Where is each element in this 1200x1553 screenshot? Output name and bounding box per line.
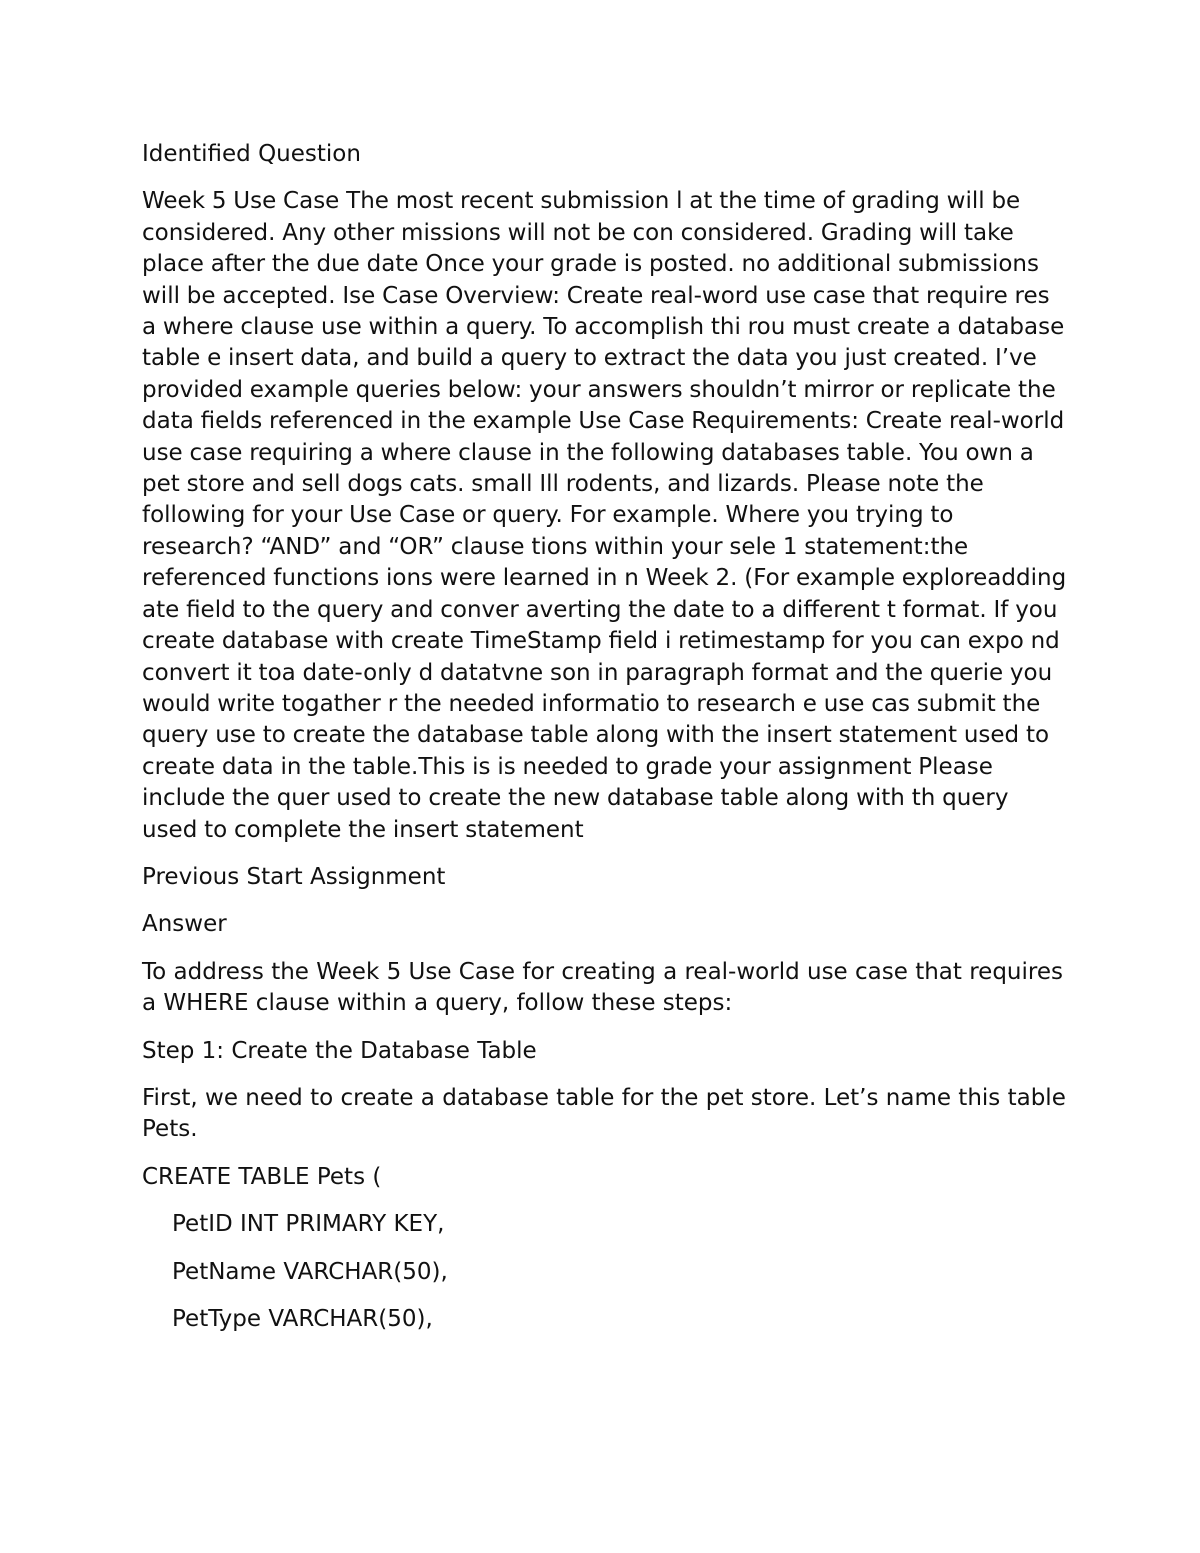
sql-column-petname: PetName VARCHAR(50), [172, 1258, 448, 1285]
sql-column-petid: PetID INT PRIMARY KEY, [172, 1211, 445, 1238]
sql-column-pettype: PetType VARCHAR(50), [172, 1306, 433, 1332]
sql-create-table-line: CREATE TABLE Pets ( [142, 1163, 382, 1190]
step-1-paragraph: First, we need to create a database table for the pet store. Let’s name this table Pets. [142, 1084, 1066, 1143]
question-paragraph: Week 5 Use Case The most recent submission l at the time of grading will be considered. Any other missions will not be con considered. Grading will take place after the due date Once your grade is posted. no additional submissions will be accepted. Ise Case Overview: Create real-word use case that require res a where clause use within a query. To accomplish thi rou must create a database table e insert data, and build a query to extract the data you just created. I’ve provided example queries below: your answers shouldn’t mirror or replicate the data fields referenced in the example Use Case Requirements: Create real-world use case requiring a where clause in the following databases table. You own a pet store and sell dogs cats. small Ill rodents, and lizards. Please note the following for your Use Case or query. For example. Where you trying to research? “AND” and “OR” clause tions within your sele 1 statement:the referenced functions ions were learned in n Week 2. (For example exploreadding ate field to the query and conver averting the date to a different t format. If you create database with create TimeStamp field i retimestamp for you can expo nd convert it toa date-only d datatvne son in paragraph format and the querie you would write togather r the needed informatio to research e use cas submit the query use to create the database table along with the insert statement used to create data in the table.This is is needed to grade your assignment Please include the quer used to create the new database table along with th query used to complete the insert statement [142, 188, 1067, 843]
section-heading: Identified Question [142, 141, 361, 167]
previous-assignment-label: Previous Start Assignment [142, 863, 446, 890]
document-body [142, 139, 1067, 1351]
step-1-title: Step 1: Create the Database Table [142, 1037, 537, 1064]
answer-heading: Answer [142, 911, 227, 938]
answer-intro-paragraph: To address the Week 5 Use Case for creating a real-world use case that requires a WHERE clause within a query, follow these steps: [142, 958, 1063, 1017]
